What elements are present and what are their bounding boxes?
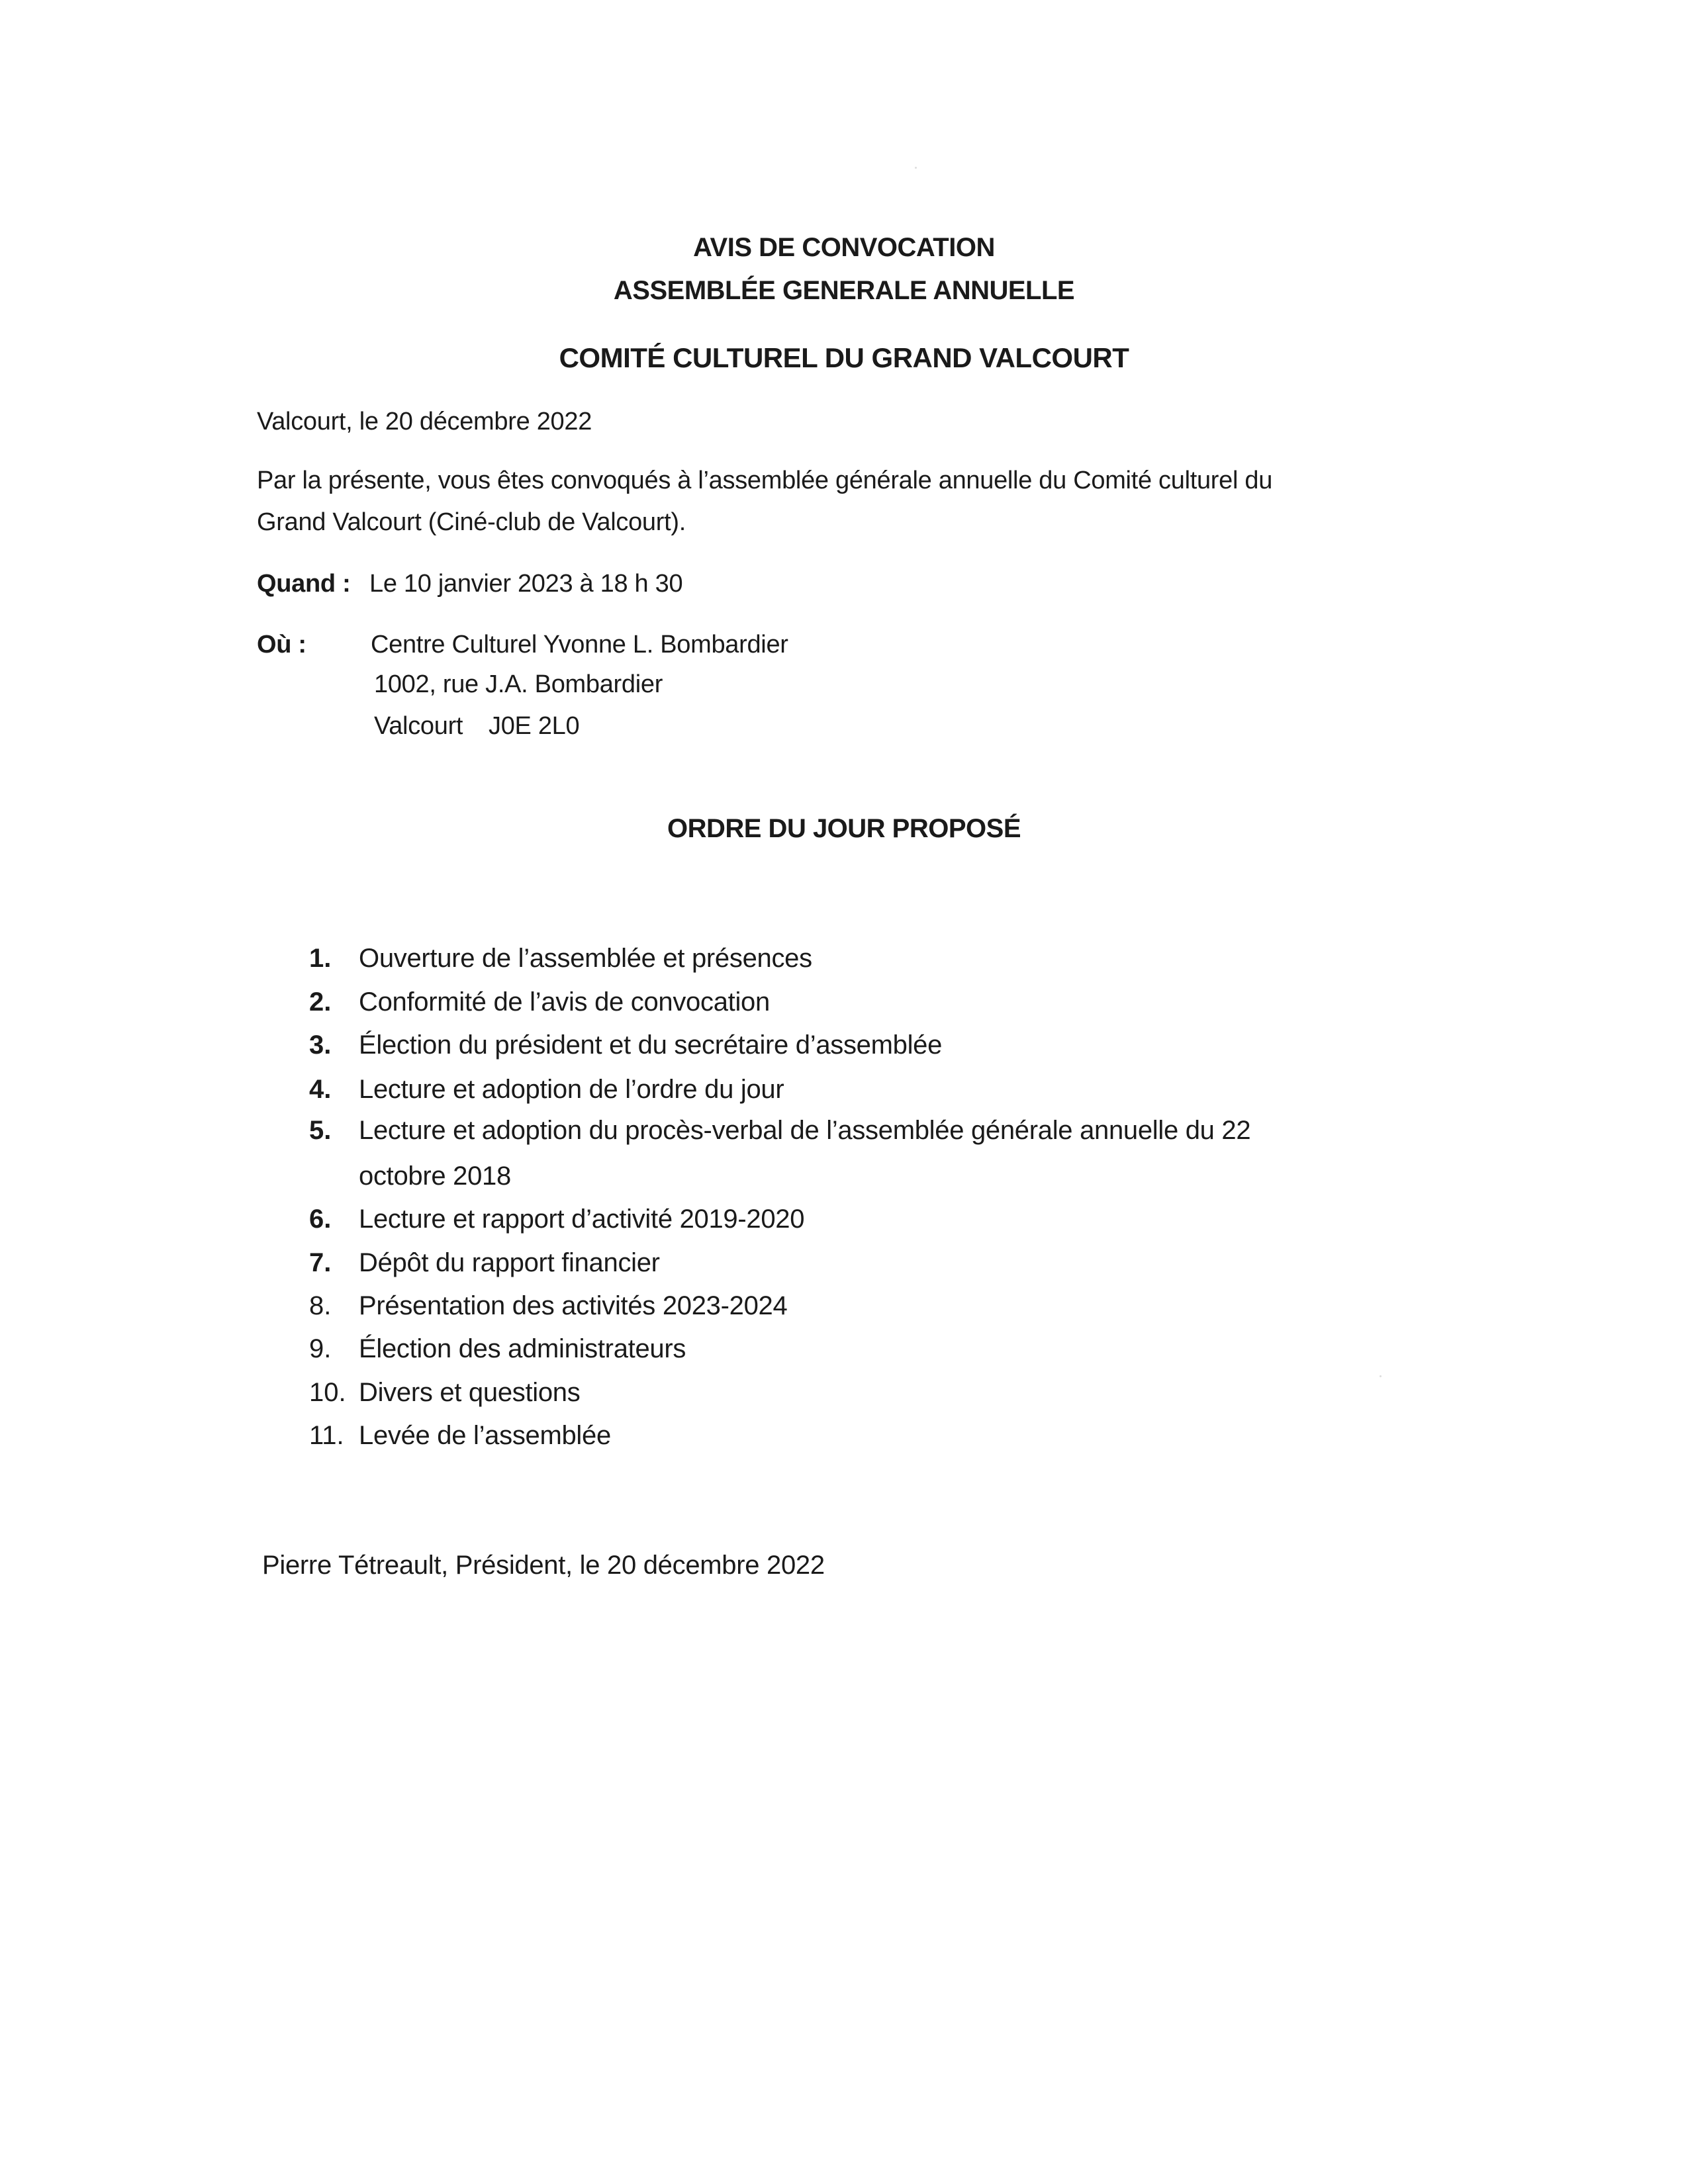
- agenda-item-text: Élection des administrateurs: [359, 1334, 686, 1363]
- where-venue: Centre Culturel Yvonne L. Bombardier: [371, 631, 788, 659]
- agenda-item-number: 11.: [309, 1421, 344, 1450]
- agenda-item-text: Élection du président et du secrétaire d’assemblée: [359, 1030, 943, 1060]
- title-assemblee-generale: ASSEMBLÉE GENERALE ANNUELLE: [613, 276, 1075, 305]
- scan-speck: [915, 167, 917, 169]
- organization-name: COMITÉ CULTUREL DU GRAND VALCOURT: [559, 342, 1129, 373]
- scan-speck: [1380, 1375, 1382, 1377]
- agenda-item-number: 3.: [309, 1030, 332, 1060]
- intro-line-1: Par la présente, vous êtes convoqués à l’assemblée générale annuelle du Comité culturel du: [257, 467, 1273, 494]
- where-label: Où :: [257, 631, 306, 659]
- where-city: Valcourt: [374, 712, 463, 740]
- agenda-item-number: 10.: [309, 1378, 346, 1407]
- agenda-item-text: Présentation des activités 2023-2024: [359, 1291, 788, 1320]
- agenda-title: ORDRE DU JOUR PROPOSÉ: [667, 814, 1021, 843]
- agenda-item-text: Levée de l’assemblée: [359, 1421, 611, 1450]
- intro-line-2: Grand Valcourt (Ciné-club de Valcourt).: [257, 508, 686, 536]
- agenda-item-number: 8.: [309, 1291, 332, 1320]
- where-street: 1002, rue J.A. Bombardier: [374, 670, 663, 698]
- agenda-item-number: 6.: [309, 1205, 332, 1234]
- agenda-item-text: Dépôt du rapport financier: [359, 1248, 660, 1277]
- agenda-item-number: 9.: [309, 1334, 332, 1363]
- agenda-item-text: Lecture et adoption de l’ordre du jour: [359, 1075, 784, 1104]
- agenda-item-number: 5.: [309, 1116, 332, 1145]
- agenda-item-number: 2.: [309, 987, 332, 1017]
- agenda-item-text: Lecture et rapport d’activité 2019-2020: [359, 1205, 805, 1234]
- when-label: Quand :: [257, 570, 351, 598]
- signature-line: Pierre Tétreault, Président, le 20 décembre 2022: [262, 1551, 825, 1580]
- place-date: Valcourt, le 20 décembre 2022: [257, 408, 592, 435]
- agenda-item-text: Divers et questions: [359, 1378, 581, 1407]
- where-postal-code: J0E 2L0: [489, 712, 580, 740]
- agenda-item-text: Ouverture de l’assemblée et présences: [359, 944, 812, 973]
- agenda-item-number: 4.: [309, 1075, 332, 1104]
- agenda-item-number: 7.: [309, 1248, 332, 1277]
- agenda-item-number: 1.: [309, 944, 332, 973]
- agenda-item-text: Conformité de l’avis de convocation: [359, 987, 770, 1017]
- agenda-item-text: Lecture et adoption du procès-verbal de l’assemblée générale annuelle du 22: [359, 1116, 1251, 1145]
- title-avis-de-convocation: AVIS DE CONVOCATION: [693, 233, 995, 262]
- when-value: Le 10 janvier 2023 à 18 h 30: [369, 570, 683, 598]
- agenda-item-text-continuation: octobre 2018: [359, 1161, 511, 1191]
